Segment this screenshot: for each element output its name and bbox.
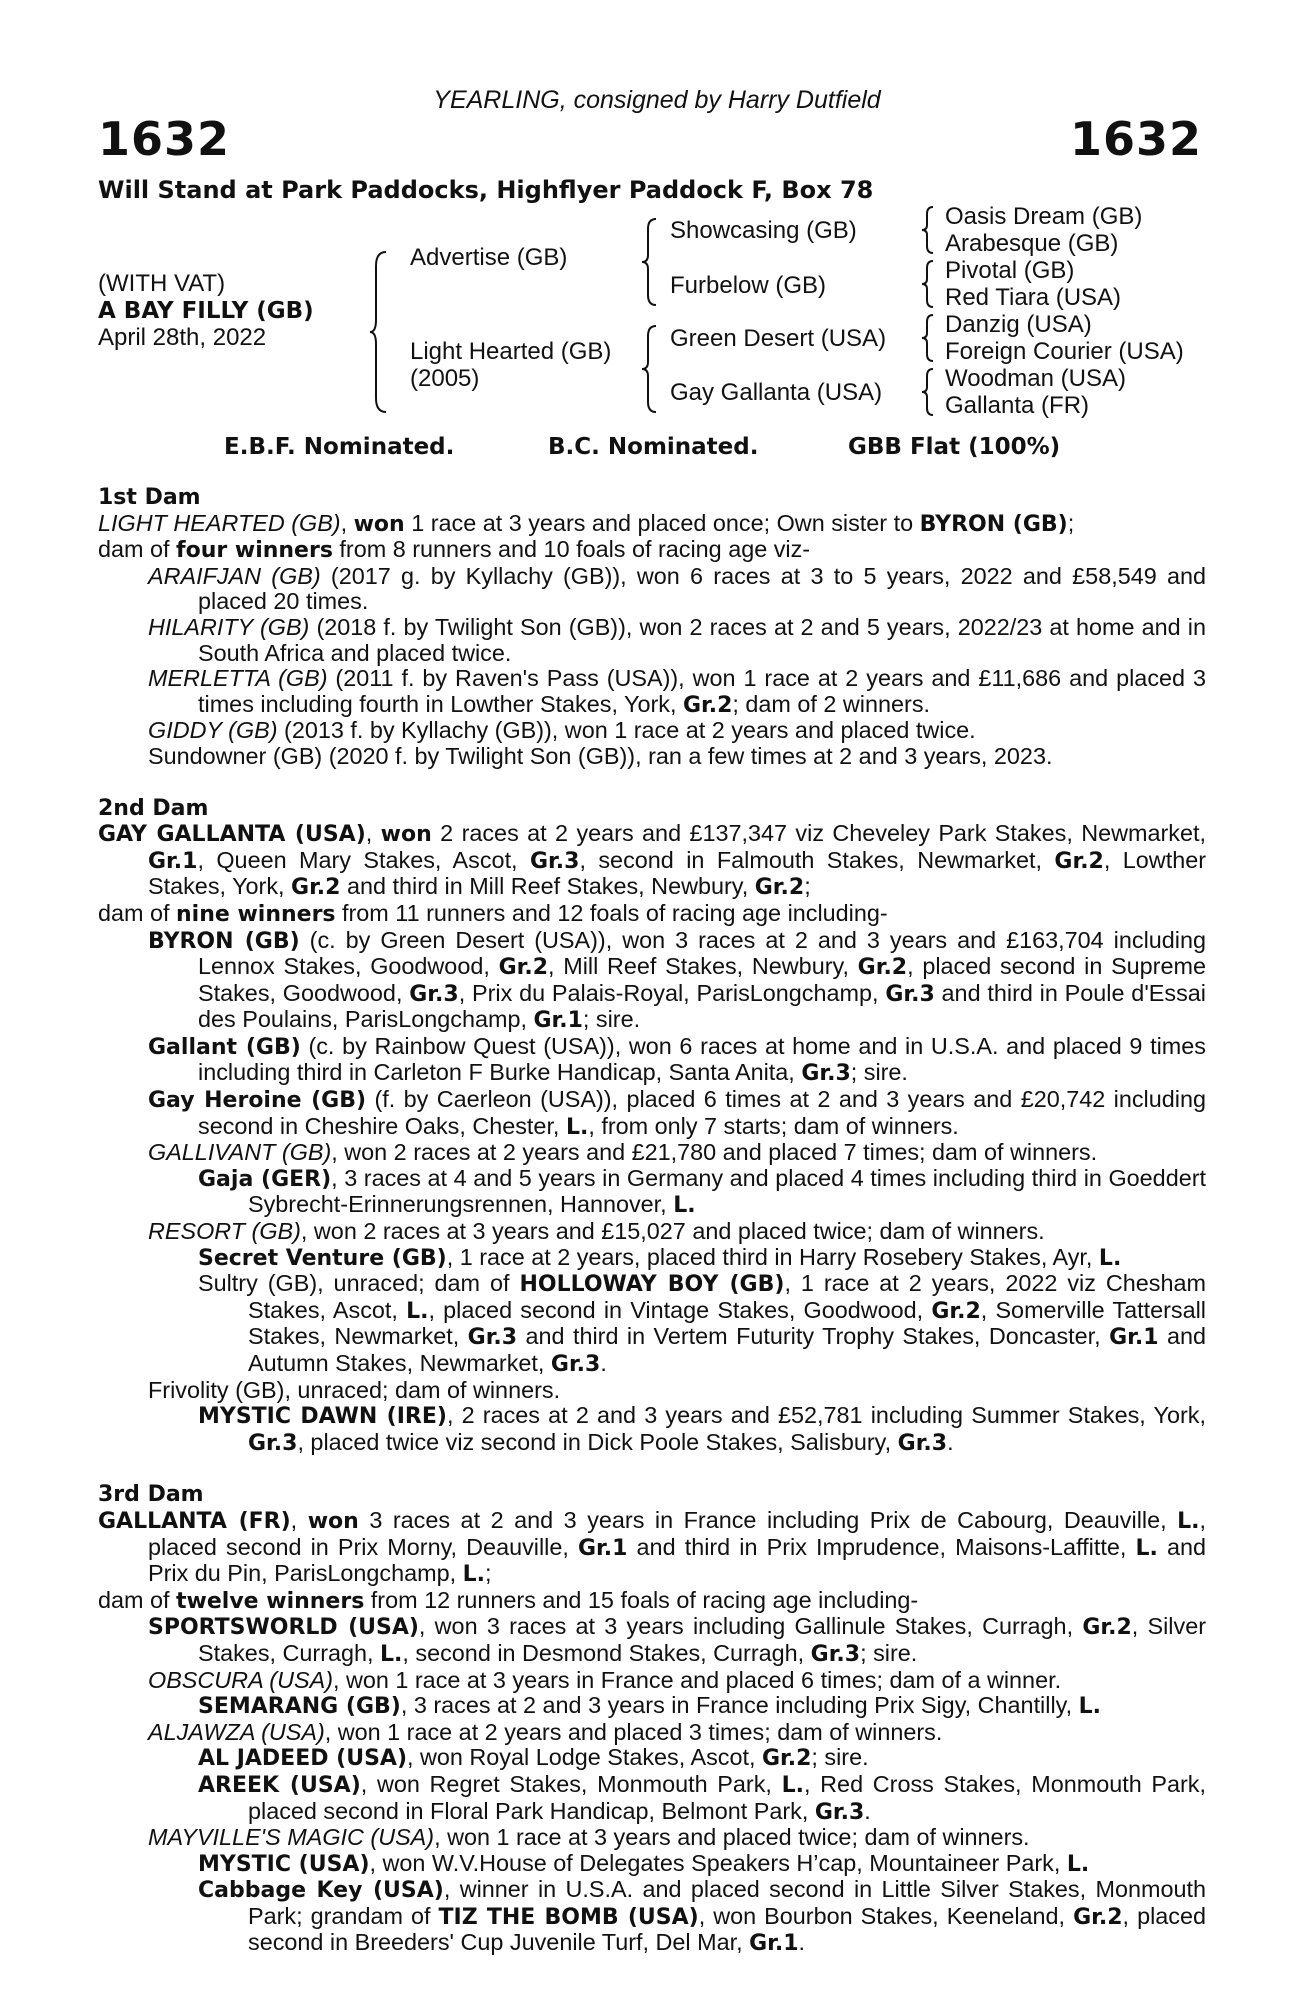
dam-sire: Green Desert (USA) [670,325,887,352]
sire-sire: Showcasing (GB) [670,217,857,244]
sire: Advertise (GB) [410,244,568,271]
gbb-status: GBB Flat (100%) [848,434,1061,460]
dam-dam: Gay Gallanta (USA) [670,379,883,406]
list-item: Sultry (GB), unraced; dam of HOLLOWAY BOY (GB), 1 race at 2 years, 2022 viz Chesham Stakes, Ascot, L., placed second in Vintage Stakes, Goodwood, Gr.2, Somerville Tattersall Stakes, Newmarket, Gr.3 and third in Vertem Futurity Trophy Stakes, Doncaster, Gr.1 and Autumn Stakes, Newmarket, Gr.3. [198,1270,1207,1377]
list-item: HILARITY (GB) (2018 f. by Twilight Son (GB)), won 2 races at 2 and 5 years, 2022/23 at home and in South Africa and placed twice. [148,613,1206,666]
bc-nomination: B.C. Nominated. [548,434,759,460]
foaling-date: April 28th, 2022 [98,324,267,351]
sire-sire-sire: Oasis Dream (GB) [945,203,1143,230]
sire-parents-brace [640,217,660,307]
second-dam-produce-summary: dam of nine winners from 11 runners and 12 foals of racing age including- [98,899,888,927]
list-item: ALJAWZA (USA), won 1 race at 2 years and placed 3 times; dam of winners. [148,1718,943,1745]
horse-name: A BAY FILLY (GB) [98,298,314,324]
second-dam-record: GAY GALLANTA (USA), won 2 races at 2 years and £137,347 viz Cheveley Park Stakes, Newmarket, Gr.1, Queen Mary Stakes, Ascot, Gr.3, second in Falmouth Stakes, Newmarket, Gr.2, Lowther Stakes, York, Gr.2 and third in Mill Reef Stakes, Newbury, Gr.2; [98,820,1206,901]
list-item: OBSCURA (USA), won 1 race at 3 years in France and placed 6 times; dam of a winner. [148,1666,1062,1693]
lot-number-left: 1632 [98,112,231,166]
first-dam-produce-summary: dam of four winners from 8 runners and 10 foals of racing age viz- [98,536,811,564]
dam-dam-dam: Gallanta (FR) [945,392,1090,419]
list-item: AREEK (USA), won Regret Stakes, Monmouth Park, L., Red Cross Stakes, Monmouth Park, placed second in Floral Park Handicap, Belmont Park, Gr.3. [198,1770,1206,1825]
list-item: Sundowner (GB) (2020 f. by Twilight Son (GB)), ran a few times at 2 and 3 years, 2023. [148,742,1053,769]
brace-g3-4 [920,367,936,417]
first-dam-heading: 1st Dam [98,485,201,510]
dam-dam-sire: Woodman (USA) [945,365,1126,392]
list-item: Secret Venture (GB), 1 race at 2 years, placed third in Harry Rosebery Stakes, Ayr, L. [198,1243,1122,1271]
list-item: GALLIVANT (GB), won 2 races at 2 years and £21,780 and placed 7 times; dam of winners. [148,1139,1098,1166]
list-item: SPORTSWORLD (USA), won 3 races at 3 years including Gallinule Stakes, Curragh, Gr.2, Silver Stakes, Curragh, L., second in Desmond Stakes, Curragh, Gr.3; sire. [148,1613,1206,1667]
vat-note: (WITH VAT) [98,270,226,297]
third-dam-record: GALLANTA (FR), won 3 races at 2 and 3 years in France including Prix de Cabourg, Deauville, L., placed second in Prix Morny, Deauville, Gr.1 and third in Prix Imprudence, Maisons-Laffitte, L. and Prix du Pin, ParisLongchamp, L.; [98,1506,1207,1588]
first-dam-record: LIGHT HEARTED (GB), won 1 race at 3 years and placed once; Own sister to BYRON (GB); [98,509,1075,537]
list-item: MAYVILLE'S MAGIC (USA), won 1 race at 3 years and placed twice; dam of winners. [148,1824,1030,1851]
list-item: Cabbage Key (USA), winner in U.S.A. and placed second in Little Silver Stakes, Monmouth Park; grandam of TIZ THE BOMB (USA), won Bourbon Stakes, Keeneland, Gr.2, placed second in Breeders' Cup Juvenile Turf, Del Mar, Gr.1. [198,1876,1207,1957]
brace-g3-3 [920,313,936,363]
third-dam-produce-summary: dam of twelve winners from 12 runners and 15 foals of racing age including- [98,1586,919,1614]
list-item: ARAIFJAN (GB) (2017 g. by Kyllachy (GB)), won 6 races at 3 to 5 years, 2022 and £58,549 and placed 20 times. [148,562,1206,615]
list-item: AL JADEED (USA), won Royal Lodge Stakes, Ascot, Gr.2; sire. [198,1744,869,1772]
sire-sire-dam: Arabesque (GB) [945,230,1119,257]
list-item: Frivolity (GB), unraced; dam of winners. [148,1376,561,1403]
list-item: BYRON (GB) (c. by Green Desert (USA)), won 3 races at 2 and 3 years and £163,704 including Lennox Stakes, Goodwood, Gr.2, Mill Reef Stakes, Newbury, Gr.2, placed second in Supreme Stakes, Goodwood, Gr.3, Prix du Palais-Royal, ParisLongchamp, Gr.3 and third in Poule d'Essai des Poulains, ParisLongchamp, Gr.1; sire. [148,926,1206,1034]
lot-number-right: 1632 [1069,112,1202,166]
list-item: Gallant (GB) (c. by Rainbow Quest (USA)), won 6 races at home and in U.S.A. and placed 9 times including third in Carleton F Burke Handicap, Santa Anita, Gr.3; sire. [148,1032,1206,1087]
produce-record [98,485,1206,1957]
list-item: MYSTIC (USA), won W.V.House of Delegates Speakers H’cap, Mountaineer Park, L. [198,1849,1090,1877]
dam-sire-dam: Foreign Courier (USA) [945,338,1184,365]
sire-dam-dam: Red Tiara (USA) [945,284,1122,311]
sire-dam-brace [368,250,392,415]
sire-dam: Furbelow (GB) [670,272,827,299]
second-dam-heading: 2nd Dam [98,795,209,821]
list-item: Gaja (GER), 3 races at 4 and 5 years in Germany and placed 4 times including third in Goeddert Sybrecht-Erinnerungsrennen, Hannover, L. [198,1164,1206,1219]
list-item: Gay Heroine (GB) (f. by Caerleon (USA)), placed 6 times at 2 and 3 years and £20,742 including second in Cheshire Oaks, Chester, L., from only 7 starts; dam of winners. [148,1086,1206,1140]
brace-g3-2 [920,259,936,309]
list-item: SEMARANG (GB), 3 races at 2 and 3 years in France including Prix Sigy, Chantilly, L. [198,1692,1101,1720]
brace-g3-1 [920,205,936,255]
list-item: MERLETTA (GB) (2011 f. by Raven's Pass (USA)), won 1 race at 2 years and £11,686 and placed 3 times including fourth in Lowther Stakes, York, Gr.2; dam of 2 winners. [148,665,1206,718]
ebf-nomination: E.B.F. Nominated. [224,434,455,460]
dam-parents-brace [640,324,660,414]
sire-dam-sire: Pivotal (GB) [945,257,1075,284]
dam: Light Hearted (GB) [410,338,612,365]
dam-sire-sire: Danzig (USA) [945,311,1092,338]
list-item: RESORT (GB), won 2 races at 3 years and £15,027 and placed twice; dam of winners. [148,1218,1045,1245]
stand-location: Will Stand at Park Paddocks, Highflyer Paddock F, Box 78 [98,176,874,204]
consignor-line: YEARLING, consigned by Harry Dutfield [433,86,881,114]
third-dam-heading: 3rd Dam [98,1482,204,1508]
list-item: GIDDY (GB) (2013 f. by Kyllachy (GB)), won 1 race at 2 years and placed twice. [148,717,976,744]
list-item: MYSTIC DAWN (IRE), 2 races at 2 and 3 years and £52,781 including Summer Stakes, York, Gr.3, placed twice viz second in Dick Poole Stakes, Salisbury, Gr.3. [198,1402,1207,1456]
dam-year: (2005) [410,365,480,392]
